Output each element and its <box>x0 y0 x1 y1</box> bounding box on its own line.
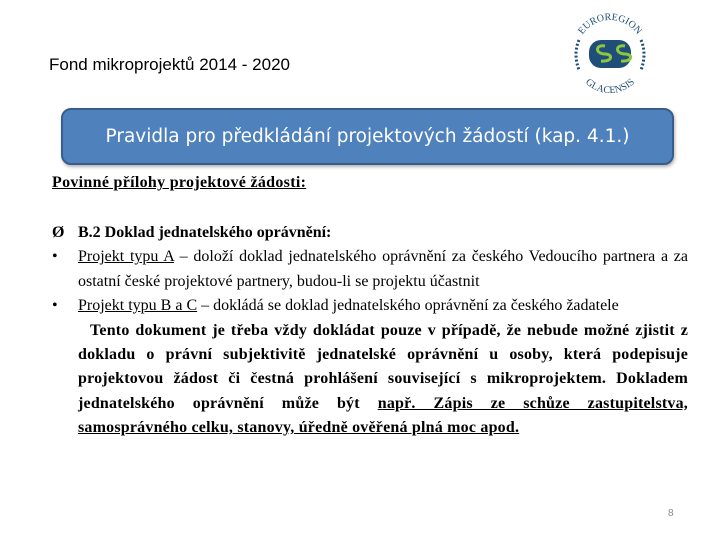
note-paragraph <box>52 319 688 441</box>
svg-text:EUROREGION: EUROREGION <box>576 11 644 37</box>
bullet-item <box>52 294 688 318</box>
bullet-item <box>52 245 688 294</box>
arrow-item <box>52 221 688 245</box>
subheading: Povinné přílohy projektové žádosti: <box>52 174 307 191</box>
bullet-text: – doloží doklad jednatelského oprávnění za českého Vedoucího partnera a za ostatní české projektové partnery, budou-li se projektu účastnit <box>78 248 689 290</box>
arrow-bullet-icon: Ø <box>52 224 65 241</box>
page-number: 8 <box>668 508 674 519</box>
svg-text:GLACENSIS: GLACENSIS <box>583 76 637 97</box>
bullet-label: Projekt typu A <box>78 248 174 266</box>
note-underlined-text: např. Zápis ze schůze zastupitelstva, samosprávného celku, stanovy, úředně ověřená plná moc apod. <box>78 394 689 437</box>
section-title-box <box>61 108 674 165</box>
section-title: Pravidla pro předkládání projektových žádostí (kap. 4.1.) <box>105 126 630 147</box>
content <box>52 221 688 441</box>
euroregion-glacensis-logo <box>565 8 655 98</box>
header-title: Fond mikroprojektů 2014 - 2020 <box>49 55 290 74</box>
note-text: Tento dokument je třeba vždy dokládat pouze v případě, že nebude možné zjistit z dokladu o právní subjektivitě jednatelské oprávnění u osoby, která podepisuje projektovou žádost či čestná prohlášení související s mikroprojektem. Dokladem jednatelského oprávnění může být <box>78 321 688 412</box>
bullet-label: Projekt typu B a C <box>78 297 198 315</box>
arrow-item-text: B.2 Doklad jednatelského oprávnění: <box>78 224 332 241</box>
bullet-text: – dokládá se doklad jednatelského oprávnění za českého žadatele <box>197 297 619 315</box>
bullet-icon: • <box>52 297 58 315</box>
bullet-icon: • <box>52 248 58 266</box>
